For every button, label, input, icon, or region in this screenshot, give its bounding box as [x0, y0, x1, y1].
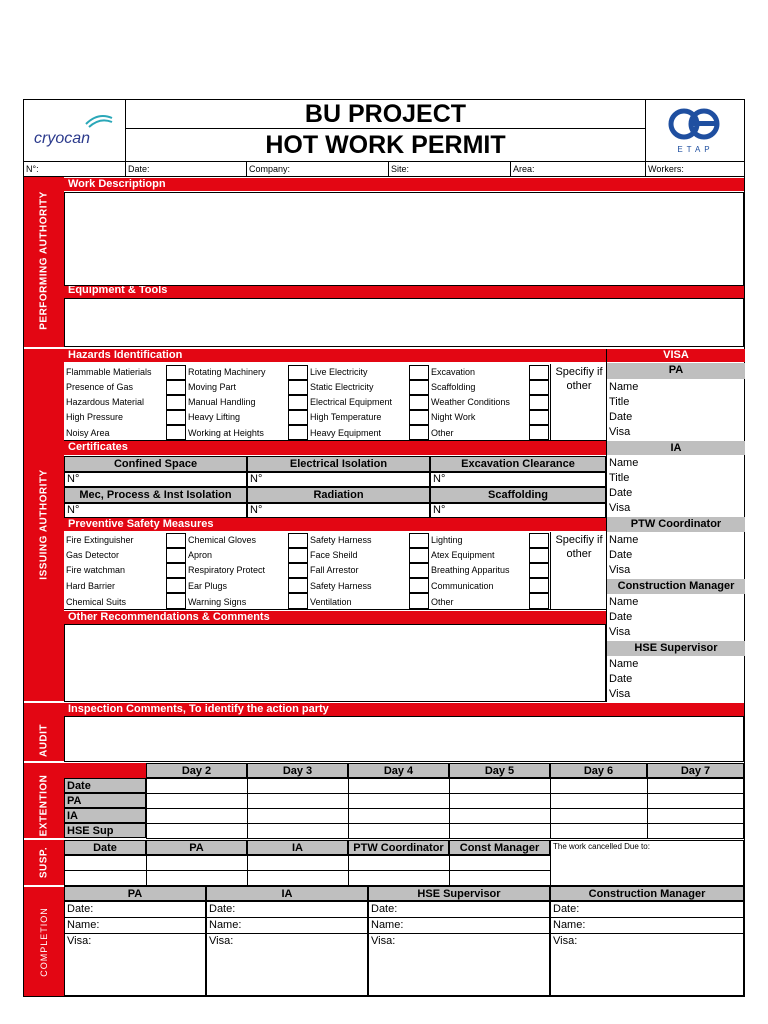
completion-name-label: Name: [65, 918, 205, 934]
visa-cm-name[interactable]: Name [609, 596, 639, 608]
hazard-label: Working at Heights [188, 428, 264, 438]
measure-label: Apron [188, 550, 213, 560]
comp-col-pa: PA [64, 886, 206, 901]
label-completion: COMPLETION [39, 907, 49, 977]
measure-checkbox[interactable] [288, 533, 308, 548]
visa-pa-label: PA [607, 363, 745, 379]
hazard-checkbox[interactable] [166, 380, 186, 395]
hazard-checkbox[interactable] [288, 380, 308, 395]
ext-day-5: Day 5 [449, 763, 550, 778]
equipment-tools-field[interactable] [64, 298, 744, 347]
hazard-label: Heavy Lifting [188, 412, 241, 422]
ext-day-6: Day 6 [550, 763, 647, 778]
ext-day-2: Day 2 [146, 763, 247, 778]
measure-label: Fall Arrestor [310, 565, 359, 575]
etap-wordmark: ETAP [677, 145, 714, 154]
preventive-grid [64, 531, 606, 610]
measure-checkbox[interactable] [409, 593, 429, 609]
measure-checkbox[interactable] [409, 533, 429, 548]
completion-visa-label: Visa: [209, 935, 234, 947]
hazard-checkbox[interactable] [409, 425, 429, 440]
completion-date-label: Date: [65, 902, 205, 918]
completion-pa-cell[interactable] [64, 901, 206, 996]
measure-checkbox[interactable] [409, 563, 429, 578]
hazard-checkbox[interactable] [166, 365, 186, 380]
label-issuing-authority: ISSUING AUTHORITY [38, 469, 50, 580]
visa-ia-label: IA [607, 441, 745, 455]
measure-checkbox[interactable] [166, 533, 186, 548]
hazard-checkbox[interactable] [529, 365, 549, 380]
measure-label: Atex Equipment [431, 550, 495, 560]
completion-name-label: Name: [207, 918, 367, 934]
hazard-label: Presence of Gas [66, 382, 134, 392]
visa-ptw-date[interactable]: Date [609, 549, 633, 561]
hazard-checkbox[interactable] [409, 410, 429, 425]
measure-label: Warning Signs [188, 597, 247, 607]
measure-label: Chemical Suits [66, 597, 127, 607]
completion-hse-cell[interactable] [368, 901, 550, 996]
etap-logo [645, 100, 744, 161]
cert-number-field[interactable]: N° [247, 503, 430, 518]
cert-excavation-clearance: Excavation Clearance [430, 456, 606, 472]
ext-day-7: Day 7 [647, 763, 744, 778]
equipment-tools-header: Equipment & Tools [64, 286, 744, 298]
visa-pa-visa[interactable]: Visa [609, 426, 631, 438]
cert-mec-process-isolation: Mec, Process & Inst Isolation [64, 487, 247, 503]
field-company[interactable]: Company: [247, 162, 389, 177]
field-date[interactable]: Date: [126, 162, 247, 177]
cert-radiation: Radiation [247, 487, 430, 503]
measure-label: Fire watchman [66, 565, 126, 575]
susp-cancelled-label: The work cancelled Due to: [553, 842, 650, 851]
cert-confined-space: Confined Space [64, 456, 247, 472]
measure-checkbox[interactable] [288, 548, 308, 563]
susp-col-cm: Const Manager [449, 840, 550, 855]
hazard-specify-box[interactable] [550, 364, 606, 441]
ext-row-ia: IA [64, 808, 146, 823]
susp-col-date: Date [64, 840, 146, 855]
visa-cm-visa[interactable]: Visa [609, 626, 631, 638]
hazard-checkbox[interactable] [166, 410, 186, 425]
measure-label: Face Sheild [310, 550, 358, 560]
specify-label-2: other [566, 548, 592, 560]
visa-ptw-name[interactable]: Name [609, 534, 639, 546]
completion-name-label: Name: [369, 918, 549, 934]
visa-cm-label: Construction Manager [607, 579, 745, 594]
hazard-label: Heavy Equipment [310, 428, 382, 438]
hazard-label: Static Electricity [310, 382, 374, 392]
measure-label: Communication [431, 581, 494, 591]
hazard-checkbox[interactable] [166, 395, 186, 410]
header-fields-row [24, 161, 744, 177]
specify-label-2: other [566, 380, 592, 392]
certificates-header: Certificates [64, 441, 606, 455]
hazard-label: Electrical Equipment [310, 397, 393, 407]
measure-label: Fire Extinguisher [66, 535, 134, 545]
hazard-checkbox[interactable] [409, 380, 429, 395]
hazard-label: High Pressure [66, 412, 124, 422]
hazard-checkbox[interactable] [288, 425, 308, 440]
hazard-label: Excavation [431, 367, 476, 377]
measure-checkbox[interactable] [288, 563, 308, 578]
work-description-field[interactable] [64, 192, 744, 286]
measure-checkbox[interactable] [166, 563, 186, 578]
cert-electrical-isolation: Electrical Isolation [247, 456, 430, 472]
ext-day-4: Day 4 [348, 763, 449, 778]
measure-checkbox[interactable] [529, 593, 549, 609]
label-audit: AUDIT [38, 723, 50, 758]
visa-column [606, 349, 744, 702]
title-line-1: BU PROJECT [126, 100, 645, 129]
cert-number-field[interactable]: N° [64, 472, 247, 487]
measure-label: Safety Harness [310, 581, 372, 591]
audit-header: Inspection Comments, To identify the action party [64, 703, 744, 716]
field-area[interactable]: Area: [511, 162, 646, 177]
ext-day-3: Day 3 [247, 763, 348, 778]
measure-checkbox[interactable] [166, 548, 186, 563]
cert-number-field[interactable]: N° [64, 503, 247, 518]
hazard-checkbox[interactable] [529, 380, 549, 395]
hazard-label: Manual Handling [188, 397, 256, 407]
hazard-checkbox[interactable] [409, 395, 429, 410]
hazard-label: High Temperature [310, 412, 382, 422]
visa-hse-label: HSE Supervisor [607, 641, 745, 656]
hazard-label: Other [431, 428, 454, 438]
measure-label: Gas Detector [66, 550, 120, 560]
hazard-checkbox[interactable] [288, 365, 308, 380]
extention-grid [146, 778, 744, 839]
visa-cm-date[interactable]: Date [609, 611, 633, 623]
measure-checkbox[interactable] [409, 578, 429, 593]
measure-checkbox[interactable] [529, 548, 549, 563]
cert-number-field[interactable]: N° [430, 503, 606, 518]
hazard-label: Noisy Area [66, 428, 110, 438]
hazard-checkbox[interactable] [288, 410, 308, 425]
visa-hse-visa[interactable]: Visa [609, 688, 631, 700]
completion-visa-label: Visa: [553, 935, 578, 947]
measure-label: Chemical Gloves [188, 535, 257, 545]
hazard-checkbox[interactable] [166, 425, 186, 440]
field-workers[interactable]: Workers: [648, 164, 684, 174]
hazard-label: Moving Part [188, 382, 237, 392]
field-number[interactable]: N°: [24, 162, 126, 177]
measure-checkbox[interactable] [409, 548, 429, 563]
completion-cm-cell[interactable] [550, 901, 744, 996]
completion-name-label: Name: [551, 918, 743, 934]
visa-ia-title[interactable]: Title [609, 472, 630, 484]
comp-col-ia: IA [206, 886, 368, 901]
cert-scaffolding: Scaffolding [430, 487, 606, 503]
measure-label: Respiratory Protect [188, 565, 266, 575]
measure-label: Ear Plugs [188, 581, 228, 591]
hazard-label: Night Work [431, 412, 476, 422]
susp-col-ptw: PTW Coordinator [348, 840, 449, 855]
completion-date-label: Date: [369, 902, 549, 918]
measure-checkbox[interactable] [529, 533, 549, 548]
cryocan-wordmark: cryocan [34, 130, 91, 147]
completion-date-label: Date: [551, 902, 743, 918]
ext-row-date: Date [64, 778, 146, 793]
extention-corner [64, 763, 146, 778]
hazard-checkbox[interactable] [529, 395, 549, 410]
suspension-grid [64, 855, 551, 886]
label-extention: EXTENTION [38, 774, 50, 837]
visa-header: VISA [607, 349, 745, 362]
hazard-label: Flammable Matierials [66, 367, 152, 377]
measure-checkbox[interactable] [166, 593, 186, 609]
ext-row-pa: PA [64, 793, 146, 808]
completion-date-label: Date: [207, 902, 367, 918]
hazards-header: Hazards Identification [64, 349, 606, 362]
comp-col-cm: Construction Manager [550, 886, 744, 901]
preventive-header: Preventive Safety Measures [64, 518, 606, 531]
hazard-checkbox[interactable] [288, 395, 308, 410]
specify-label-1: Specifiy if [555, 534, 603, 546]
cryocan-logo [24, 100, 126, 161]
title-line-2: HOT WORK PERMIT [265, 131, 506, 159]
other-recommendations-field[interactable] [64, 624, 606, 702]
measure-specify-box[interactable] [550, 532, 606, 610]
measure-checkbox[interactable] [288, 578, 308, 593]
label-performing-authority: PERFORMING AUTHORITY [38, 191, 50, 330]
susp-cancelled-box[interactable] [550, 840, 744, 886]
work-description-header: Work Descriptiopn [64, 178, 744, 191]
measure-label: Breathing Apparitus [431, 565, 510, 575]
etap-mark-icon [668, 105, 720, 143]
label-susp: SUSP. [38, 846, 50, 879]
visa-pa-name[interactable]: Name [609, 381, 639, 393]
visa-pa-date[interactable]: Date [609, 411, 633, 423]
visa-hse-name[interactable]: Name [609, 658, 639, 670]
measure-checkbox[interactable] [288, 593, 308, 609]
completion-visa-label: Visa: [67, 935, 92, 947]
inspection-comments-field[interactable] [64, 716, 744, 762]
measure-label: Hard Barrier [66, 581, 116, 591]
hazard-checkbox[interactable] [529, 410, 549, 425]
visa-pa-title[interactable]: Title [609, 396, 630, 408]
hazard-checkbox[interactable] [529, 425, 549, 440]
measure-label: Lighting [431, 535, 463, 545]
ext-row-hse-sup: HSE Sup [64, 823, 146, 838]
hazard-label: Scaffolding [431, 382, 476, 392]
measure-label: Ventilation [310, 597, 352, 607]
visa-ptw-visa[interactable]: Visa [609, 564, 631, 576]
hazard-label: Hazardous Material [66, 397, 145, 407]
field-site[interactable]: Site: [389, 162, 511, 177]
susp-col-pa: PA [146, 840, 247, 855]
other-recommendations-header: Other Recommendations & Comments [64, 611, 606, 624]
hazard-label: Live Electricity [310, 367, 368, 377]
hazard-checkbox[interactable] [409, 365, 429, 380]
completion-ia-cell[interactable] [206, 901, 368, 996]
specify-label-1: Specifiy if [555, 366, 603, 378]
visa-ia-name[interactable]: Name [609, 457, 639, 469]
cert-number-field[interactable]: N° [430, 472, 606, 487]
measure-label: Safety Harness [310, 535, 372, 545]
completion-visa-label: Visa: [371, 935, 396, 947]
visa-ptw-label: PTW Coordinator [607, 517, 745, 532]
hazard-label: Weather Conditions [431, 397, 510, 407]
visa-hse-date[interactable]: Date [609, 673, 633, 685]
comp-col-hse: HSE Supervisor [368, 886, 550, 901]
cryocan-wave-icon [84, 112, 114, 128]
measure-checkbox[interactable] [529, 578, 549, 593]
hazards-grid [64, 362, 606, 441]
visa-ia-date[interactable]: Date [609, 487, 633, 499]
hazard-label: Rotating Machinery [188, 367, 266, 377]
measure-checkbox[interactable] [166, 578, 186, 593]
cert-number-field[interactable]: N° [247, 472, 430, 487]
measure-checkbox[interactable] [529, 563, 549, 578]
susp-col-ia: IA [247, 840, 348, 855]
measure-label: Other [431, 597, 454, 607]
visa-ia-visa[interactable]: Visa [609, 502, 631, 514]
